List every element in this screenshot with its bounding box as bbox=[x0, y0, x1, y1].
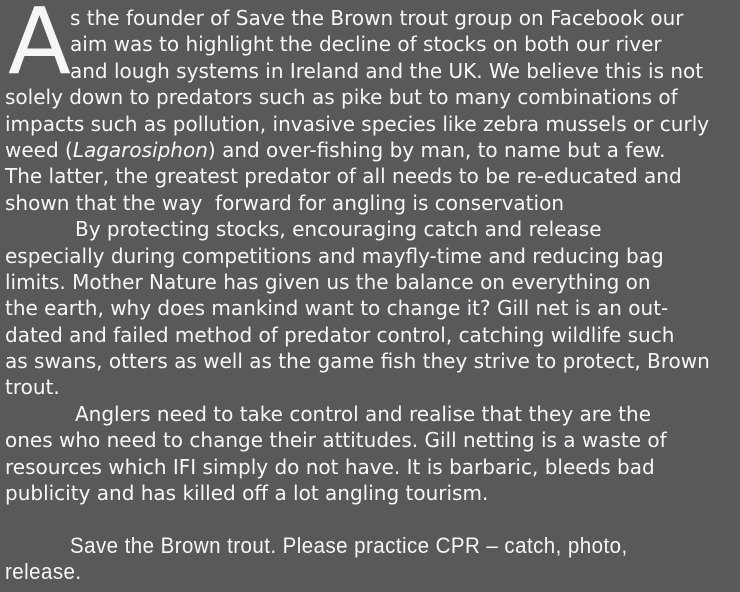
italic-species-name: Lagarosiphon bbox=[72, 137, 208, 162]
text-line: especially during competitions and mayfly-time and reducing bag bbox=[5, 243, 664, 268]
paragraph-3 bbox=[5, 401, 738, 507]
text-line: as swans, otters as well as the game fish they strive to protect, Brown bbox=[5, 349, 710, 374]
text-line: aim was to highlight the decline of stocks on both our river bbox=[70, 32, 662, 57]
paragraph-4 bbox=[5, 533, 738, 586]
text-segment: Save the Brown trout. Please practice CPR – catch, photo, bbox=[70, 532, 628, 558]
text-line: s the founder of Save the Brown trout group on Facebook our bbox=[70, 6, 684, 30]
text-line: publicity and has killed off a lot angling tourism. bbox=[5, 481, 489, 506]
text-line: The latter, the greatest predator of all needs to be re-educated and bbox=[5, 164, 682, 189]
paragraph-2 bbox=[5, 216, 738, 401]
text-segment: weed ( bbox=[5, 137, 73, 162]
text-line: Anglers need to take control and realise that they are the bbox=[75, 401, 652, 426]
text-line: resources which IFI simply do not have. It is barbaric, bleeds bad bbox=[5, 454, 655, 479]
text-line: ones who need to change their attitudes. Gill netting is a waste of bbox=[5, 428, 667, 453]
text-line: and lough systems in Ireland and the UK. We believe this is not bbox=[70, 58, 704, 83]
text-line bbox=[5, 559, 738, 585]
text-line: the earth, why does mankind want to change it? Gill net is an out- bbox=[5, 296, 669, 321]
text-line: shown that the way forward for angling is conservation bbox=[5, 190, 564, 215]
paragraph-1 bbox=[5, 0, 738, 216]
drop-cap: A bbox=[8, 0, 71, 95]
text-line bbox=[5, 137, 738, 163]
text-line: dated and failed method of predator control, catching wildlife such bbox=[5, 322, 675, 347]
text-line: trout. bbox=[5, 375, 60, 400]
text-segment: ) and over-fishing by man, to name but a few. bbox=[207, 137, 666, 162]
text-line: solely down to predators such as pike but to many combinations of bbox=[5, 85, 678, 110]
text-line bbox=[5, 533, 738, 559]
text-line: limits. Mother Nature has given us the balance on everything on bbox=[5, 269, 651, 294]
text-line: impacts such as pollution, invasive species like zebra mussels or curly bbox=[5, 111, 710, 136]
text-line: By protecting stocks, encouraging catch and release bbox=[75, 217, 602, 242]
text-segment: release. bbox=[5, 559, 82, 585]
